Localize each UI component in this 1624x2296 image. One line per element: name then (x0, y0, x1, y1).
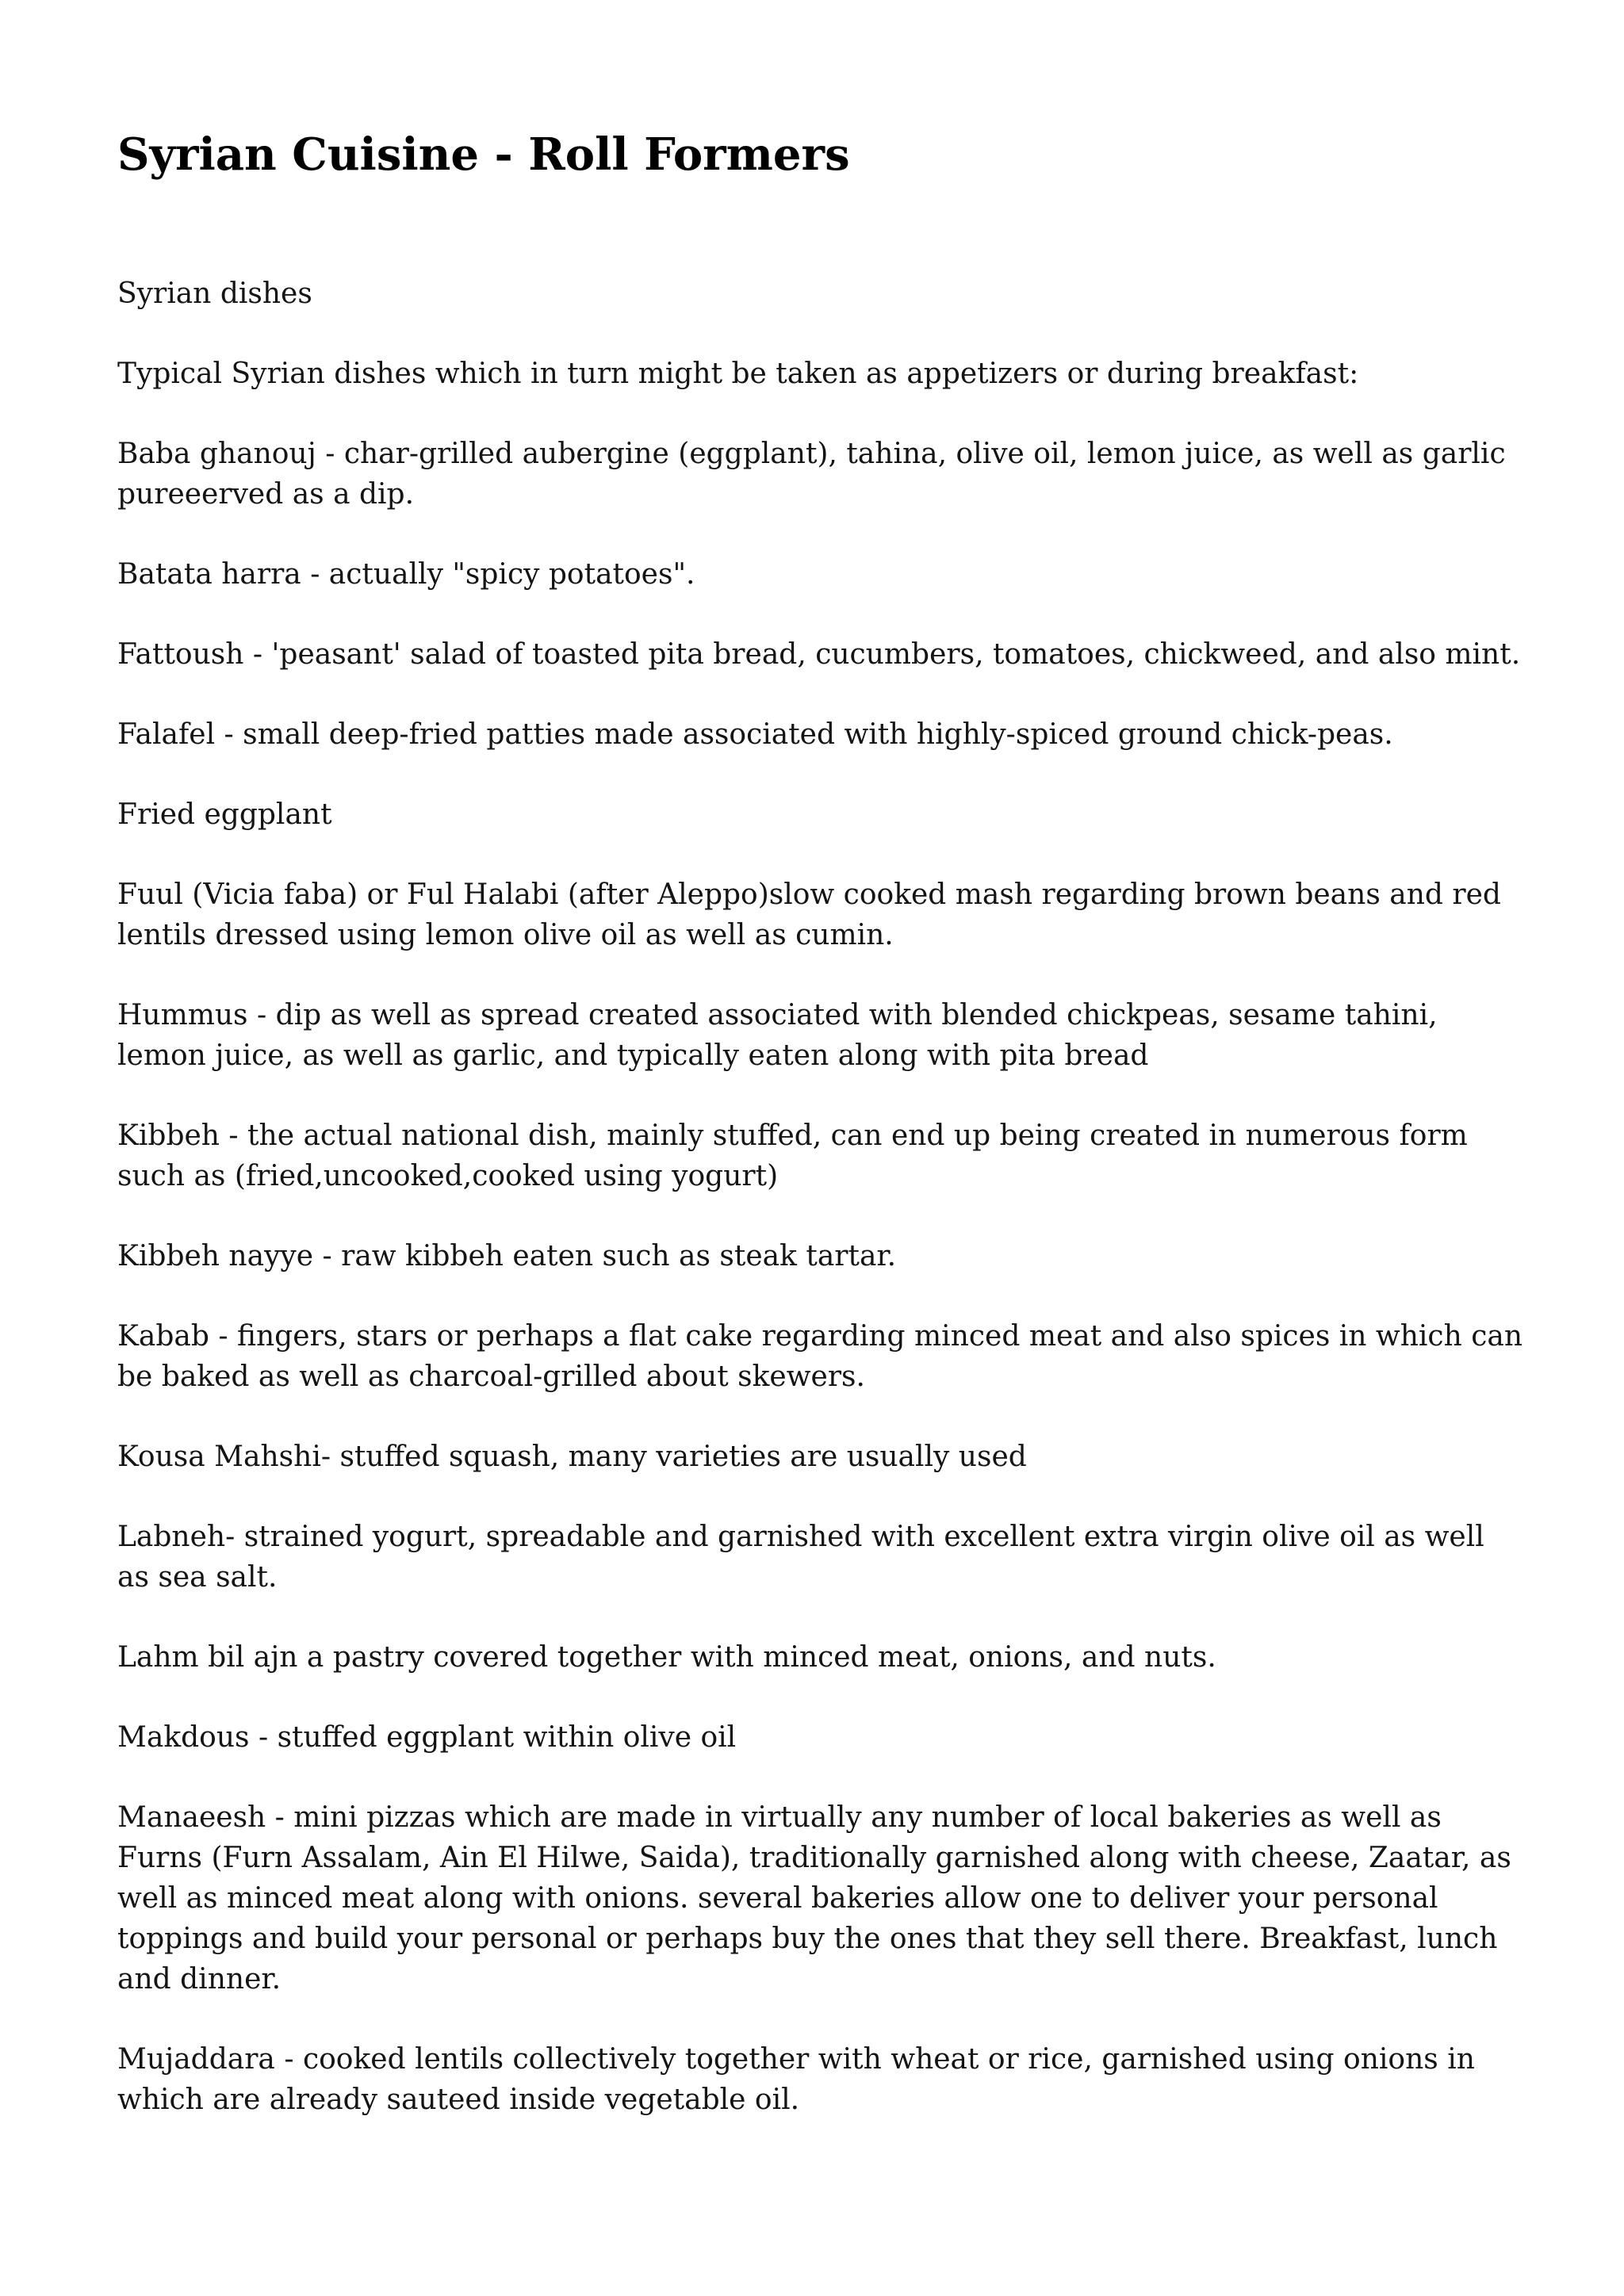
paragraph-falafel: Falafel - small deep-fried patties made associated with highly-spiced ground chick-peas. (117, 718, 1393, 751)
paragraph-lahm-bil-ajn: Lahm bil ajn a pastry covered together with minced meat, onions, and nuts. (117, 1641, 1216, 1674)
paragraph-hummus: Hummus - dip as well as spread created associated with blended chickpeas, sesame tahini, lemon juice, as well as garlic, and typically eaten along with pita bread (117, 999, 1438, 1072)
document-body (117, 274, 1525, 2120)
paragraph-fuul: Fuul (Vicia faba) or Ful Halabi (after Aleppo)slow cooked mash regarding brown beans and red lentils dressed using lemon olive oil as well as cumin. (117, 878, 1501, 951)
paragraph-kousa-mahshi: Kousa Mahshi- stuffed squash, many varieties are usually used (117, 1441, 1027, 1473)
paragraph-kibbeh-nayye: Kibbeh nayye - raw kibbeh eaten such as steak tartar. (117, 1240, 897, 1272)
paragraph-kabab: Kabab - fingers, stars or perhaps a flat cake regarding minced meat and also spices in which can be baked as well as charcoal-grilled about skewers. (117, 1320, 1523, 1393)
paragraph-intro: Typical Syrian dishes which in turn might be taken as appetizers or during breakfast: (117, 358, 1359, 390)
paragraph-makdous: Makdous - stuffed eggplant within olive oil (117, 1721, 737, 1754)
page-title: Syrian Cuisine - Roll Formers (117, 128, 850, 181)
paragraph-labneh: Labneh- strained yogurt, spreadable and garnished with excellent extra virgin olive oil as well as sea salt. (117, 1521, 1484, 1594)
paragraph-fattoush: Fattoush - 'peasant' salad of toasted pita bread, cucumbers, tomatoes, chickweed, and also mint. (117, 638, 1521, 671)
paragraph-kibbeh: Kibbeh - the actual national dish, mainly stuffed, can end up being created in numerous form such as (fried,uncooked,cooked using yogurt) (117, 1119, 1468, 1192)
paragraph-syrian-dishes: Syrian dishes (117, 277, 312, 310)
paragraph-batata-harra: Batata harra - actually "spicy potatoes". (117, 558, 695, 591)
paragraph-mujaddara: Mujaddara - cooked lentils collectively together with wheat or rice, garnished using onions in which are already sauteed inside vegetable oil. (117, 2043, 1475, 2116)
paragraph-manaeesh: Manaeesh - mini pizzas which are made in virtually any number of local bakeries as well as Furns (Furn Assalam, Ain El Hilwe, Saida), traditionally garnished along with cheese, Zaatar, as well as minced meat along with onions. several bakeries allow one to deliver your personal toppings and build your personal or perhaps buy the ones that they sell there. Breakfast, lunch and dinner. (117, 1801, 1511, 1996)
document-page (117, 119, 1525, 2160)
paragraph-baba-ghanouj: Baba ghanouj - char-grilled aubergine (eggplant), tahina, olive oil, lemon juice, as well as garlic pureeerved as a dip. (117, 438, 1506, 511)
paragraph-fried-eggplant: Fried eggplant (117, 798, 332, 831)
